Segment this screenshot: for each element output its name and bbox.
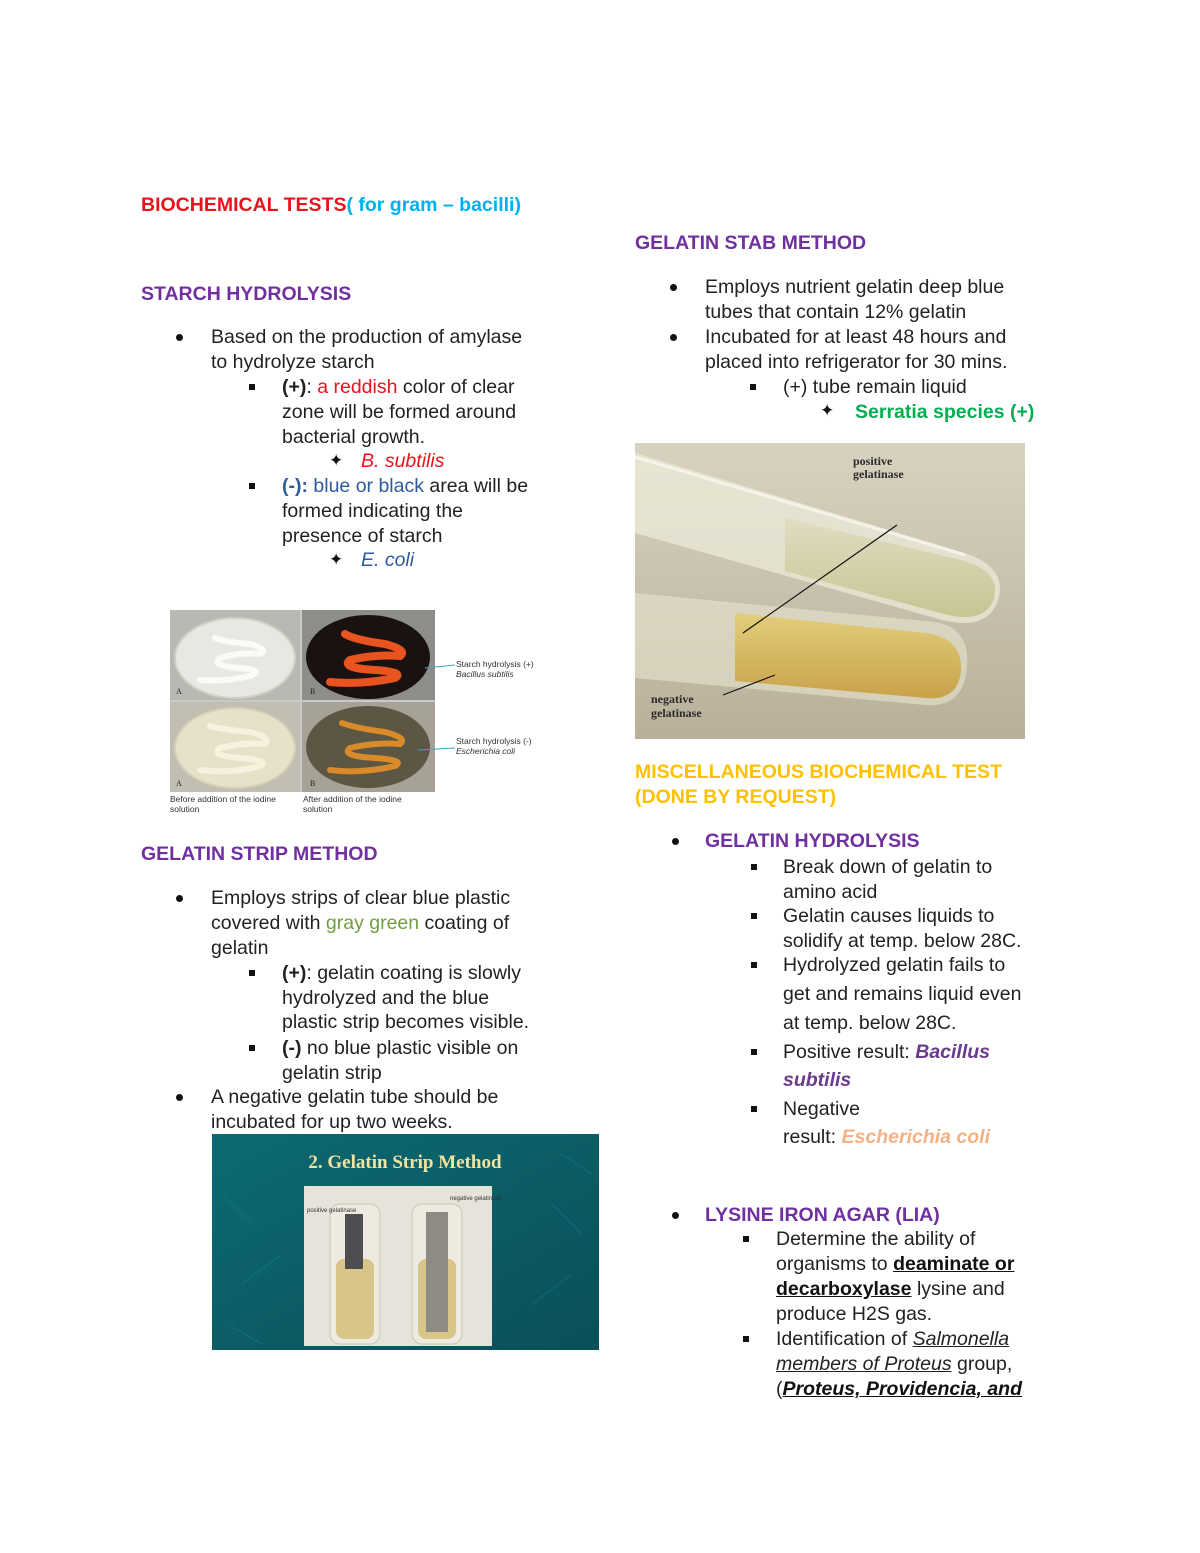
lia-s1-l2a: organisms to	[776, 1253, 888, 1275]
gelatin-stab-photo	[635, 443, 1025, 739]
starch-pos-l2: zone will be formed around	[282, 401, 517, 423]
fig-neg-label-1: Starch hydrolysis (-)	[456, 736, 532, 746]
gh-s1-l1: Break down of gelatin to	[783, 856, 993, 878]
starch-pos-rest: color of clear	[402, 376, 515, 398]
square-bullet-icon	[743, 1236, 749, 1242]
lia-s2-genera: Proteus, Providencia, and	[782, 1378, 1022, 1400]
strip-neg-rest: no blue plastic visible on	[306, 1037, 519, 1059]
square-bullet-icon	[751, 864, 757, 870]
strip-pos-l2: hydrolyzed and the blue	[282, 987, 490, 1009]
photo-pos-2: gelatinase	[853, 467, 904, 481]
gh-s2-l2: solidify at temp. below 28C.	[783, 930, 1022, 952]
strip-neg-label: (-)	[282, 1037, 302, 1059]
slide-title: 2. Gelatin Strip Method	[308, 1152, 502, 1173]
fig-neg-label-2: Escherichia coli	[456, 746, 516, 756]
photo-neg-2: gelatinase	[651, 706, 702, 720]
strip-b1-l2	[211, 911, 509, 936]
lia-s1-decarboxylase: decarboxylase	[776, 1278, 912, 1300]
stab-heading: GELATIN STAB METHOD	[635, 232, 867, 254]
starch-pos-organism: B. subtilis	[361, 450, 445, 472]
gh-s3-l2: get and remains liquid even	[783, 983, 1022, 1005]
gh-s3-l1: Hydrolyzed gelatin fails to	[783, 954, 1006, 976]
fig-label-b1: B	[310, 687, 316, 696]
fig-cap-right-2: solution	[303, 804, 333, 814]
bullet-icon	[176, 895, 183, 902]
lia-s1-l3b: lysine and	[916, 1278, 1005, 1300]
gh-s5-l2	[783, 1125, 990, 1150]
fig-label-a2: A	[176, 779, 182, 788]
square-bullet-icon	[751, 1106, 757, 1112]
stab-b1-l2: tubes that contain 12% gelatin	[705, 301, 967, 323]
fig-cap-right-1: After addition of the iodine	[303, 794, 402, 804]
square-bullet-icon	[249, 384, 255, 390]
gh-s4-label: Positive result:	[783, 1041, 910, 1063]
photo-neg-1: negative	[651, 692, 694, 706]
stab-b2-l2: placed into refrigerator for 30 mins.	[705, 351, 1008, 373]
strip-b1-l3: gelatin	[211, 937, 269, 959]
square-bullet-icon	[249, 1045, 255, 1051]
strip-b1-gray-green: gray green	[325, 912, 420, 934]
bullet-icon	[670, 334, 677, 341]
strip-pos-l1	[282, 961, 521, 986]
strip-b2-l1: A negative gelatin tube should be	[211, 1086, 499, 1108]
starch-neg-l2: formed indicating the	[282, 500, 464, 522]
lia-s2-l3	[776, 1377, 1022, 1402]
strip-heading: GELATIN STRIP METHOD	[141, 843, 378, 865]
gelatin-hydrolysis-title: GELATIN HYDROLYSIS	[705, 830, 920, 852]
bullet-icon	[176, 334, 183, 341]
starch-neg-l3: presence of starch	[282, 525, 443, 547]
bullet-icon	[176, 1094, 183, 1101]
gh-s5-l1: Negative	[783, 1098, 860, 1120]
star-bullet-icon: ✦	[329, 451, 344, 470]
strip-neg-l1	[282, 1036, 518, 1061]
stab-b1-l1: Employs nutrient gelatin deep blue	[705, 276, 1005, 298]
starch-pos-label: (+)	[282, 376, 307, 398]
fig-cap-left-2: solution	[170, 804, 200, 814]
strip-neg-l2: gelatin strip	[282, 1062, 382, 1084]
lia-s2-salmonella: Salmonella	[912, 1328, 1010, 1350]
lia-s2-group: group,	[957, 1353, 1013, 1375]
lia-s1-l1: Determine the ability of	[776, 1228, 976, 1250]
square-bullet-icon	[743, 1336, 749, 1342]
gh-s5-organism: Escherichia coli	[841, 1126, 991, 1148]
title-sub: ( for gram – bacilli)	[346, 194, 521, 216]
gh-s4-l1	[783, 1040, 990, 1065]
gh-s4-organism-1: Bacillus	[915, 1041, 991, 1063]
starch-hydrolysis-figure	[170, 610, 565, 815]
gelatin-strip-slide	[212, 1134, 599, 1350]
starch-neg-l1	[282, 474, 528, 499]
document-title	[141, 193, 521, 218]
slide-neg-label: negative gelatinase	[450, 1196, 502, 1202]
square-bullet-icon	[750, 384, 756, 390]
lia-s2-l1	[776, 1327, 1009, 1352]
starch-pos-l3: bacterial growth.	[282, 426, 426, 448]
slide-pos-label: positive gelatinase	[307, 1208, 357, 1214]
lia-s2-l2	[776, 1352, 1012, 1377]
strip-b1-l1: Employs strips of clear blue plastic	[211, 887, 511, 909]
strip-pos-l3: plastic strip becomes visible.	[282, 1011, 530, 1033]
starch-pos-red: a reddish	[317, 376, 398, 398]
starch-neg-organism: E. coli	[361, 549, 415, 571]
strip-pos-label: (+)	[282, 962, 307, 984]
lia-s1-l3	[776, 1277, 1005, 1302]
stab-organism: Serratia species (+)	[855, 401, 1035, 423]
square-bullet-icon	[751, 962, 757, 968]
fig-pos-label-2: Bacillus subtilis	[456, 669, 514, 679]
square-bullet-icon	[249, 970, 255, 976]
starch-neg-rest: area will be	[429, 475, 529, 497]
lia-s1-deaminate: deaminate or	[893, 1253, 1015, 1275]
lia-title: LYSINE IRON AGAR (LIA)	[705, 1204, 940, 1226]
strip-b1-l2b: coating of	[424, 912, 510, 934]
misc-heading-l1: MISCELLANEOUS BIOCHEMICAL TEST	[635, 761, 1002, 783]
star-bullet-icon: ✦	[329, 550, 344, 569]
square-bullet-icon	[751, 1049, 757, 1055]
bullet-icon	[670, 284, 677, 291]
title-main: BIOCHEMICAL TESTS	[141, 194, 347, 216]
starch-neg-blue: blue or black	[313, 475, 424, 497]
strip-pos-rest: : gelatin coating is slowly	[306, 962, 521, 984]
lia-s2-paren: (	[776, 1378, 783, 1400]
fig-label-a1: A	[176, 687, 182, 696]
starch-b1-l1: Based on the production of amylase	[211, 326, 523, 348]
starch-heading: STARCH HYDROLYSIS	[141, 283, 352, 305]
square-bullet-icon	[249, 483, 255, 489]
starch-pos-l1	[282, 375, 515, 400]
fig-cap-left-1: Before addition of the iodine	[170, 794, 276, 804]
bullet-icon	[672, 838, 679, 845]
lia-s2-l1a: Identification of	[776, 1328, 908, 1350]
stab-b2-l1: Incubated for at least 48 hours and	[705, 326, 1007, 348]
starch-b1-l2: to hydrolyze starch	[211, 351, 375, 373]
misc-heading-l2: (DONE BY REQUEST)	[635, 786, 837, 808]
square-bullet-icon	[751, 913, 757, 919]
star-bullet-icon: ✦	[820, 401, 835, 420]
gh-s5-label: result:	[783, 1126, 837, 1148]
stab-sub1: (+) tube remain liquid	[783, 376, 967, 398]
gh-s1-l2: amino acid	[783, 881, 878, 903]
photo-pos-1: positive	[853, 454, 893, 468]
gh-s3-l3: at temp. below 28C.	[783, 1012, 957, 1034]
gh-s4-organism-2: subtilis	[783, 1069, 852, 1091]
gh-s2-l1: Gelatin causes liquids to	[783, 905, 995, 927]
lia-s1-l4: produce H2S gas.	[776, 1303, 933, 1325]
starch-pos-colon: :	[306, 376, 312, 398]
fig-label-b2: B	[310, 779, 316, 788]
lia-s2-proteus-members: members of Proteus	[776, 1353, 952, 1375]
bullet-icon	[672, 1212, 679, 1219]
starch-neg-label: (-):	[282, 475, 308, 497]
lia-s1-l2	[776, 1252, 1014, 1277]
strip-b1-l2a: covered with	[211, 912, 321, 934]
fig-pos-label-1: Starch hydrolysis (+)	[456, 659, 534, 669]
strip-b2-l2: incubated for up two weeks.	[211, 1111, 453, 1133]
